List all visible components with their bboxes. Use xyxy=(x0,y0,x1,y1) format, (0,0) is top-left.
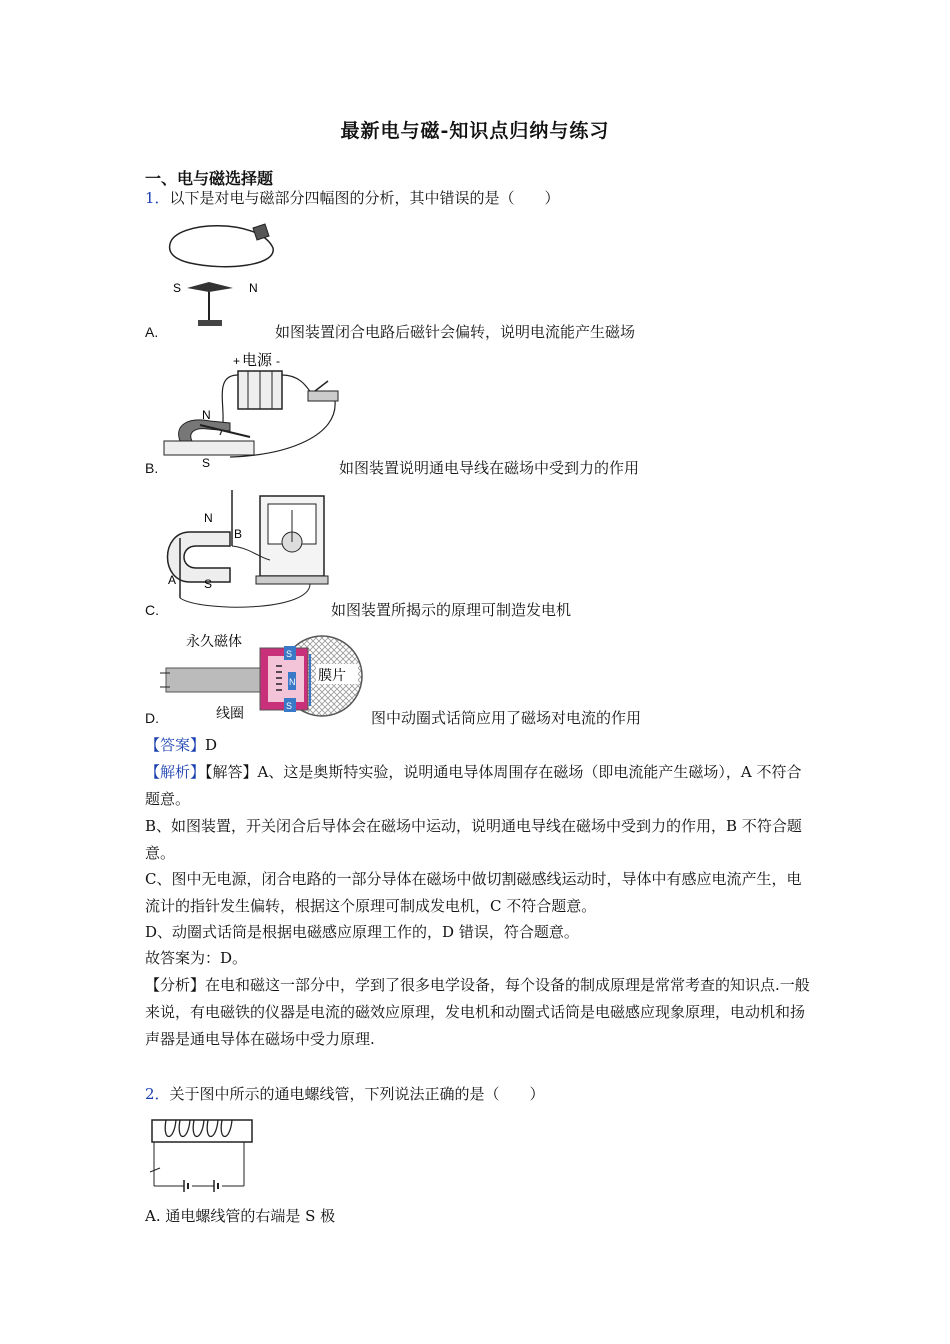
figure-microphone xyxy=(160,626,365,722)
question-text: 关于图中所示的通电螺线管，下列说法正确的是（ ） xyxy=(169,1085,545,1103)
option-d[interactable]: D. 图中动圈式话筒应用了磁场对电流的作用 xyxy=(145,709,642,727)
svg-text:N: N xyxy=(249,281,258,295)
answer-line: 【答案】D xyxy=(145,736,218,754)
svg-text:N: N xyxy=(204,511,213,525)
conclusion: 故答案为：D。 xyxy=(145,949,248,967)
svg-text:S: S xyxy=(286,649,293,659)
option-a[interactable]: A. 如图装置闭合电路后磁针会偏转，说明电流能产生磁场 xyxy=(145,323,636,341)
svg-text:线圈: 线圈 xyxy=(216,705,244,721)
question-number: 2． xyxy=(145,1085,170,1103)
figure-solenoid xyxy=(144,1112,264,1196)
answer-value: D xyxy=(205,736,218,754)
figure-generator xyxy=(160,488,332,612)
svg-text:永久磁体: 永久磁体 xyxy=(186,633,242,649)
q2-option-a[interactable]: A. 通电螺线管的右端是 S 极 xyxy=(145,1207,336,1225)
svg-text:A: A xyxy=(168,573,177,587)
solution-a: 【解析】【解答】A、这是奥斯特实验，说明通电导体周围存在磁场（即电流能产生磁场），A 不符合题意。 xyxy=(145,763,802,808)
solution-c: C、图中无电源，闭合电路的一部分导体在磁场中做切割磁感线运动时，导体中有感应电流产生，电流计的指针发生偏转，根据这个原理可制成发电机，C 不符合题意。 xyxy=(145,870,802,915)
svg-text:S: S xyxy=(202,456,211,470)
svg-text:N: N xyxy=(289,677,296,687)
svg-text:S: S xyxy=(173,281,182,295)
option-b[interactable]: B. 如图装置说明通电导线在磁场中受到力的作用 xyxy=(145,459,640,477)
svg-text:S: S xyxy=(286,701,293,711)
question-2-stem xyxy=(145,1084,545,1104)
svg-text:+: + xyxy=(233,354,241,368)
solution-d: D、动圈式话筒是根据电磁感应原理工作的，D 错误，符合题意。 xyxy=(145,923,579,941)
option-c[interactable]: C. 如图装置所揭示的原理可制造发电机 xyxy=(145,601,572,619)
figure-oersted xyxy=(165,216,285,334)
figure-motor xyxy=(160,345,345,470)
fenxi: 【分析】在电和磁这一部分中，学到了很多电学设备，每个设备的制成原理是常常考查的知识点.一般来说，有电磁铁的仪器是电流的磁效应原理，发电机和动圈式话筒是电磁感应现象原理，电动机和扬声器是通电导体在磁场中受力原理. xyxy=(145,976,810,1048)
question-number: 1． xyxy=(145,189,170,207)
svg-text:电源: 电源 xyxy=(242,352,273,369)
question-text: 以下是对电与磁部分四幅图的分析，其中错误的是（ ） xyxy=(169,189,560,207)
svg-text:膜片: 膜片 xyxy=(318,667,346,683)
solution-b: B、如图装置，开关闭合后导体会在磁场中运动，说明通电导线在磁场中受到力的作用，B 不符合题意。 xyxy=(145,817,802,862)
svg-text:B: B xyxy=(234,527,243,541)
svg-text:S: S xyxy=(204,577,213,591)
svg-text:N: N xyxy=(202,408,211,422)
svg-text:-: - xyxy=(276,354,280,368)
question-1-stem xyxy=(145,188,560,208)
page-title: 最新电与磁-知识点归纳与练习 xyxy=(340,120,610,142)
section-heading: 一、电与磁选择题 xyxy=(145,169,274,188)
